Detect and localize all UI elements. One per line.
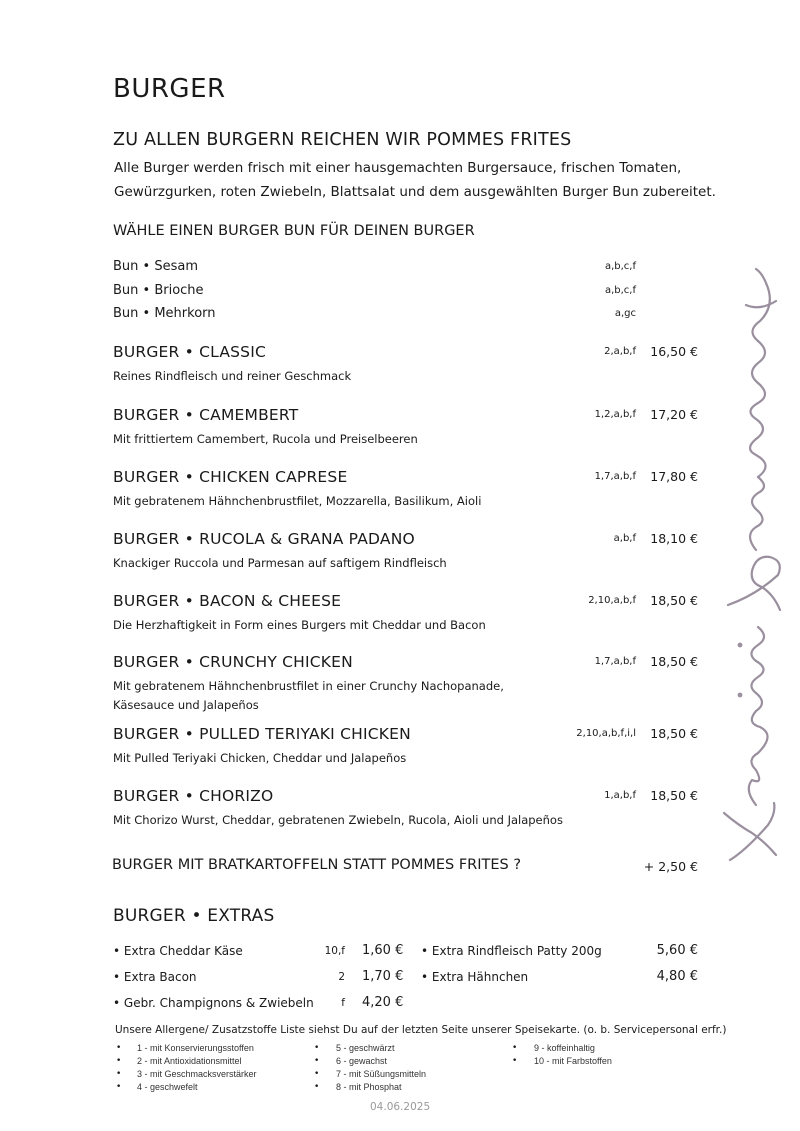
extras-heading: BURGER • EXTRAS (113, 906, 275, 926)
extra-price: 1,70 € (362, 969, 404, 984)
burger-price: 18,50 € (650, 654, 698, 669)
burger-allergens: 1,7,a,b,f (594, 471, 636, 482)
legend-bullet: • (314, 1082, 320, 1092)
bun-allergens: a,gc (614, 308, 636, 319)
burger-name: BURGER • CHORIZO (113, 787, 274, 805)
extra-allergens: f (341, 997, 345, 1009)
legend-item: 9 - koffeinhaltig (534, 1043, 595, 1053)
allergen-note: Unsere Allergene/ Zusatzstoffe Liste siehst Du auf der letzten Seite unserer Speisekarte. (o. b. Servicepersonal erfr.) (115, 1024, 727, 1036)
extra-allergens: 2 (338, 971, 345, 983)
burger-description: Die Herzhaftigkeit in Form eines Burgers mit Cheddar und Bacon (113, 618, 486, 632)
bun-item: Bun • Mehrkorn (113, 306, 216, 321)
burger-price: 18,10 € (650, 531, 698, 546)
burger-name: BURGER • CAMEMBERT (113, 406, 299, 424)
burger-price: 18,50 € (650, 593, 698, 608)
burger-description: Mit gebratenem Hähnchenbrustfilet in einer Crunchy Nachopanade, Käsesauce und Jalapeños (113, 679, 504, 712)
legend-bullet: • (512, 1056, 518, 1066)
legend-bullet: • (116, 1043, 122, 1053)
extra-item: • Gebr. Champignons & Zwiebeln (113, 996, 314, 1010)
extra-item: • Extra Bacon (113, 970, 197, 984)
extra-allergens: 10,f (324, 945, 345, 957)
burger-allergens: 1,7,a,b,f (594, 656, 636, 667)
bun-item: Bun • Brioche (113, 283, 204, 298)
burger-allergens: 1,a,b,f (604, 790, 636, 801)
document-date: 04.06.2025 (370, 1101, 431, 1113)
burger-price: 18,50 € (650, 726, 698, 741)
burger-description: Mit Pulled Teriyaki Chicken, Cheddar und Jalapeños (113, 751, 407, 765)
burger-allergens: 1,2,a,b,f (594, 409, 636, 420)
extra-price: 1,60 € (362, 943, 404, 958)
legend-bullet: • (116, 1082, 122, 1092)
burger-price: 16,50 € (650, 344, 698, 359)
legend-item: 8 - mit Phosphat (336, 1082, 402, 1092)
bratkartoffeln-price: + 2,50 € (643, 859, 698, 874)
burger-name: BURGER • CRUNCHY CHICKEN (113, 653, 353, 671)
burger-description: Reines Rindfleisch und reiner Geschmack (113, 369, 352, 383)
legend-item: 7 - mit Süßungsmitteln (336, 1069, 427, 1079)
legend-item: 10 - mit Farbstoffen (534, 1056, 612, 1066)
burger-name: BURGER • RUCOLA & GRANA PADANO (113, 530, 415, 548)
burger-price: 17,80 € (650, 469, 698, 484)
extra-price: 4,20 € (362, 995, 404, 1010)
legend-bullet: • (314, 1069, 320, 1079)
bun-allergens: a,b,c,f (604, 261, 636, 272)
legend-item: 4 - geschwefelt (137, 1082, 198, 1092)
burger-price: 17,20 € (650, 407, 698, 422)
legend-bullet: • (314, 1043, 320, 1053)
extra-item: • Extra Rindfleisch Patty 200g (421, 944, 602, 958)
extra-item: • Extra Cheddar Käse (113, 944, 243, 958)
legend-item: 2 - mit Antioxidationsmittel (137, 1056, 242, 1066)
burger-description: Knackiger Ruccola und Parmesan auf saftigem Rindfleisch (113, 556, 447, 570)
bratkartoffeln-option: BURGER MIT BRATKARTOFFELN STATT POMMES FRITES ? (112, 857, 522, 873)
legend-bullet: • (116, 1056, 122, 1066)
burger-name: BURGER • CLASSIC (113, 343, 267, 361)
burger-description: Mit Chorizo Wurst, Cheddar, gebratenen Zwiebeln, Rucola, Aioli und Jalapeños (113, 813, 563, 827)
legend-item: 3 - mit Geschmacksverstärker (137, 1069, 257, 1079)
legend-item: 6 - gewachst (336, 1056, 388, 1066)
burger-allergens: 2,a,b,f (604, 346, 636, 357)
section-subtitle: ZU ALLEN BURGERN REICHEN WIR POMMES FRITES (113, 130, 572, 150)
burger-description: Mit frittiertem Camembert, Rucola und Preiselbeeren (113, 432, 418, 446)
page-title: BURGER (113, 74, 226, 104)
bun-heading: WÄHLE EINEN BURGER BUN FÜR DEINEN BURGER (113, 223, 475, 239)
legend-bullet: • (116, 1069, 122, 1079)
legend-item: 5 - geschwärzt (336, 1043, 395, 1053)
burger-name: BURGER • BACON & CHEESE (113, 592, 342, 610)
signature-logo (716, 265, 788, 865)
legend-bullet: • (314, 1056, 320, 1066)
extra-price: 5,60 € (656, 943, 698, 958)
extra-item: • Extra Hähnchen (421, 970, 529, 984)
intro-text: Alle Burger werden frisch mit einer hausgemachten Burgersauce, frischen Tomaten, Gewürzgurken, roten Zwiebeln, Blattsalat und dem ausgewählten Burger Bun zubereitet. (114, 160, 716, 200)
burger-allergens: 2,10,a,b,f,i,l (576, 728, 636, 739)
burger-name: BURGER • CHICKEN CAPRESE (113, 468, 348, 486)
burger-name: BURGER • PULLED TERIYAKI CHICKEN (113, 725, 411, 743)
burger-price: 18,50 € (650, 788, 698, 803)
burger-description: Mit gebratenem Hähnchenbrustfilet, Mozzarella, Basilikum, Aioli (113, 494, 482, 508)
legend-bullet: • (512, 1043, 518, 1053)
legend-item: 1 - mit Konservierungsstoffen (137, 1043, 254, 1053)
bun-allergens: a,b,c,f (604, 285, 636, 296)
extra-price: 4,80 € (656, 969, 698, 984)
bun-item: Bun • Sesam (113, 259, 198, 274)
burger-allergens: a,b,f (613, 533, 636, 544)
burger-allergens: 2,10,a,b,f (588, 595, 636, 606)
